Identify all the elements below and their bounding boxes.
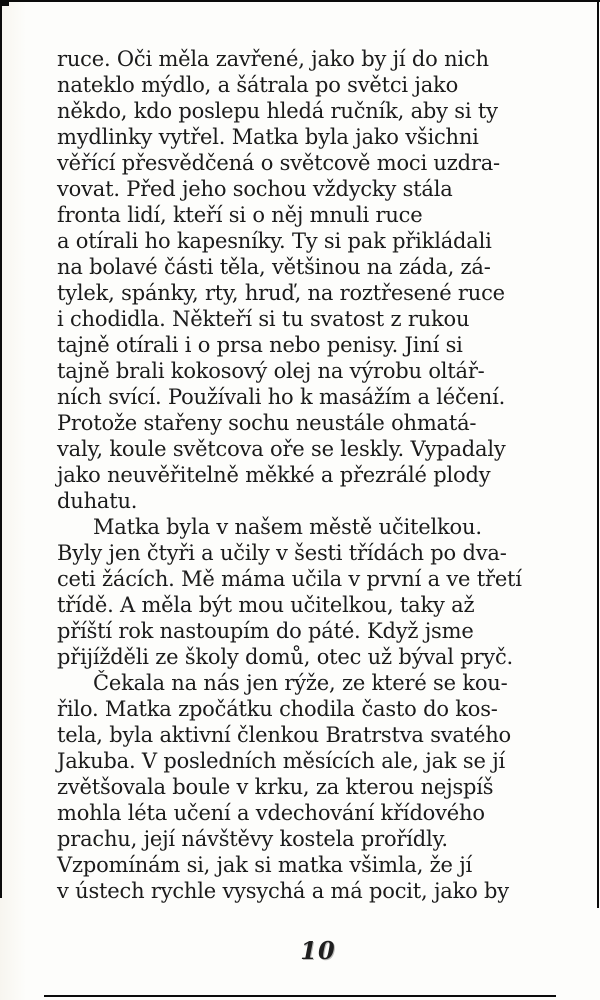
text-line: tajně otírali i o prsa nebo penisy. Jiní si [57,333,463,357]
text-line: příští rok nastoupím do páté. Když jsme [57,619,474,643]
text-line: a otírali ho kapesníky. Ty si pak přikládali [57,229,492,253]
text-line: někdo, kdo poslepu hledá ručník, aby si ty [57,99,498,123]
scan-border-right [597,0,599,908]
text-line: duhatu. [57,489,138,513]
text-line: Byly jen čtyři a učily v šesti třídách po dva- [57,541,507,565]
text-line: fronta lidí, kteří si o něj mnuli ruce [57,203,423,227]
text-line: v ústech rychle vysychá a má pocit, jako by [57,879,509,903]
text-line: vovat. Před jeho sochou vždycky stála [57,177,453,201]
page-number: 10 [300,936,336,965]
text-line: zvětšovala boule v krku, za kterou nejspíš [57,775,494,799]
text-line: nateklo mýdlo, a šátrala po světci jako [57,73,459,97]
text-line: mydlinky vytřel. Matka byla jako všichni [57,125,479,149]
text-line: valy, koule světcova oře se leskly. Vypadaly [57,437,506,461]
text-line: tela, byla aktivní členkou Bratrstva svatého [57,723,511,747]
text-line: tylek, spánky, rty, hruď, na roztřesené ruce [57,281,505,305]
scan-border-top [0,0,600,2]
text-line: Vzpomínám si, jak si matka všimla, že jí [57,853,473,877]
text-line: třídě. A měla být mou učitelkou, taky až [57,593,475,617]
scan-corner-artifact [0,0,9,6]
text-line: Protože stařeny sochu neustále ohmatá- [57,411,477,435]
text-line: Matka byla v našem městě učitelkou. [93,515,482,539]
text-line: řilo. Matka zpočátku chodila často do kos- [57,697,498,721]
text-line: prachu, její návštěvy kostela prořídly. [57,827,448,851]
text-line: ceti žácích. Mě máma učila v první a ve třetí [57,567,522,591]
text-line: Čekala na nás jen rýže, ze které se kou- [93,671,508,695]
text-line: i chodidla. Někteří si tu svatost z rukou [57,307,470,331]
scan-border-left [0,0,2,898]
scan-border-bottom [44,995,556,997]
text-line: Jakuba. V posledních měsících ale, jak se jí [57,749,506,773]
text-line: na bolavé části těla, většinou na záda, zá- [57,255,491,279]
text-block [57,46,562,904]
text-line: věřící přesvědčená o světcově moci uzdra- [57,151,500,175]
text-line: ních svící. Používali ho k masážím a léčení. [57,385,506,409]
text-line: tajně brali kokosový olej na výrobu oltář- [57,359,485,383]
text-line: ruce. Oči měla zavřené, jako by jí do nich [57,47,489,71]
text-line: jako neuvěřitelně měkké a přezrálé plody [57,463,491,487]
text-line: přijížděli ze školy domů, otec už býval pryč. [57,645,513,669]
text-line: mohla léta učení a vdechování křídového [57,801,485,825]
